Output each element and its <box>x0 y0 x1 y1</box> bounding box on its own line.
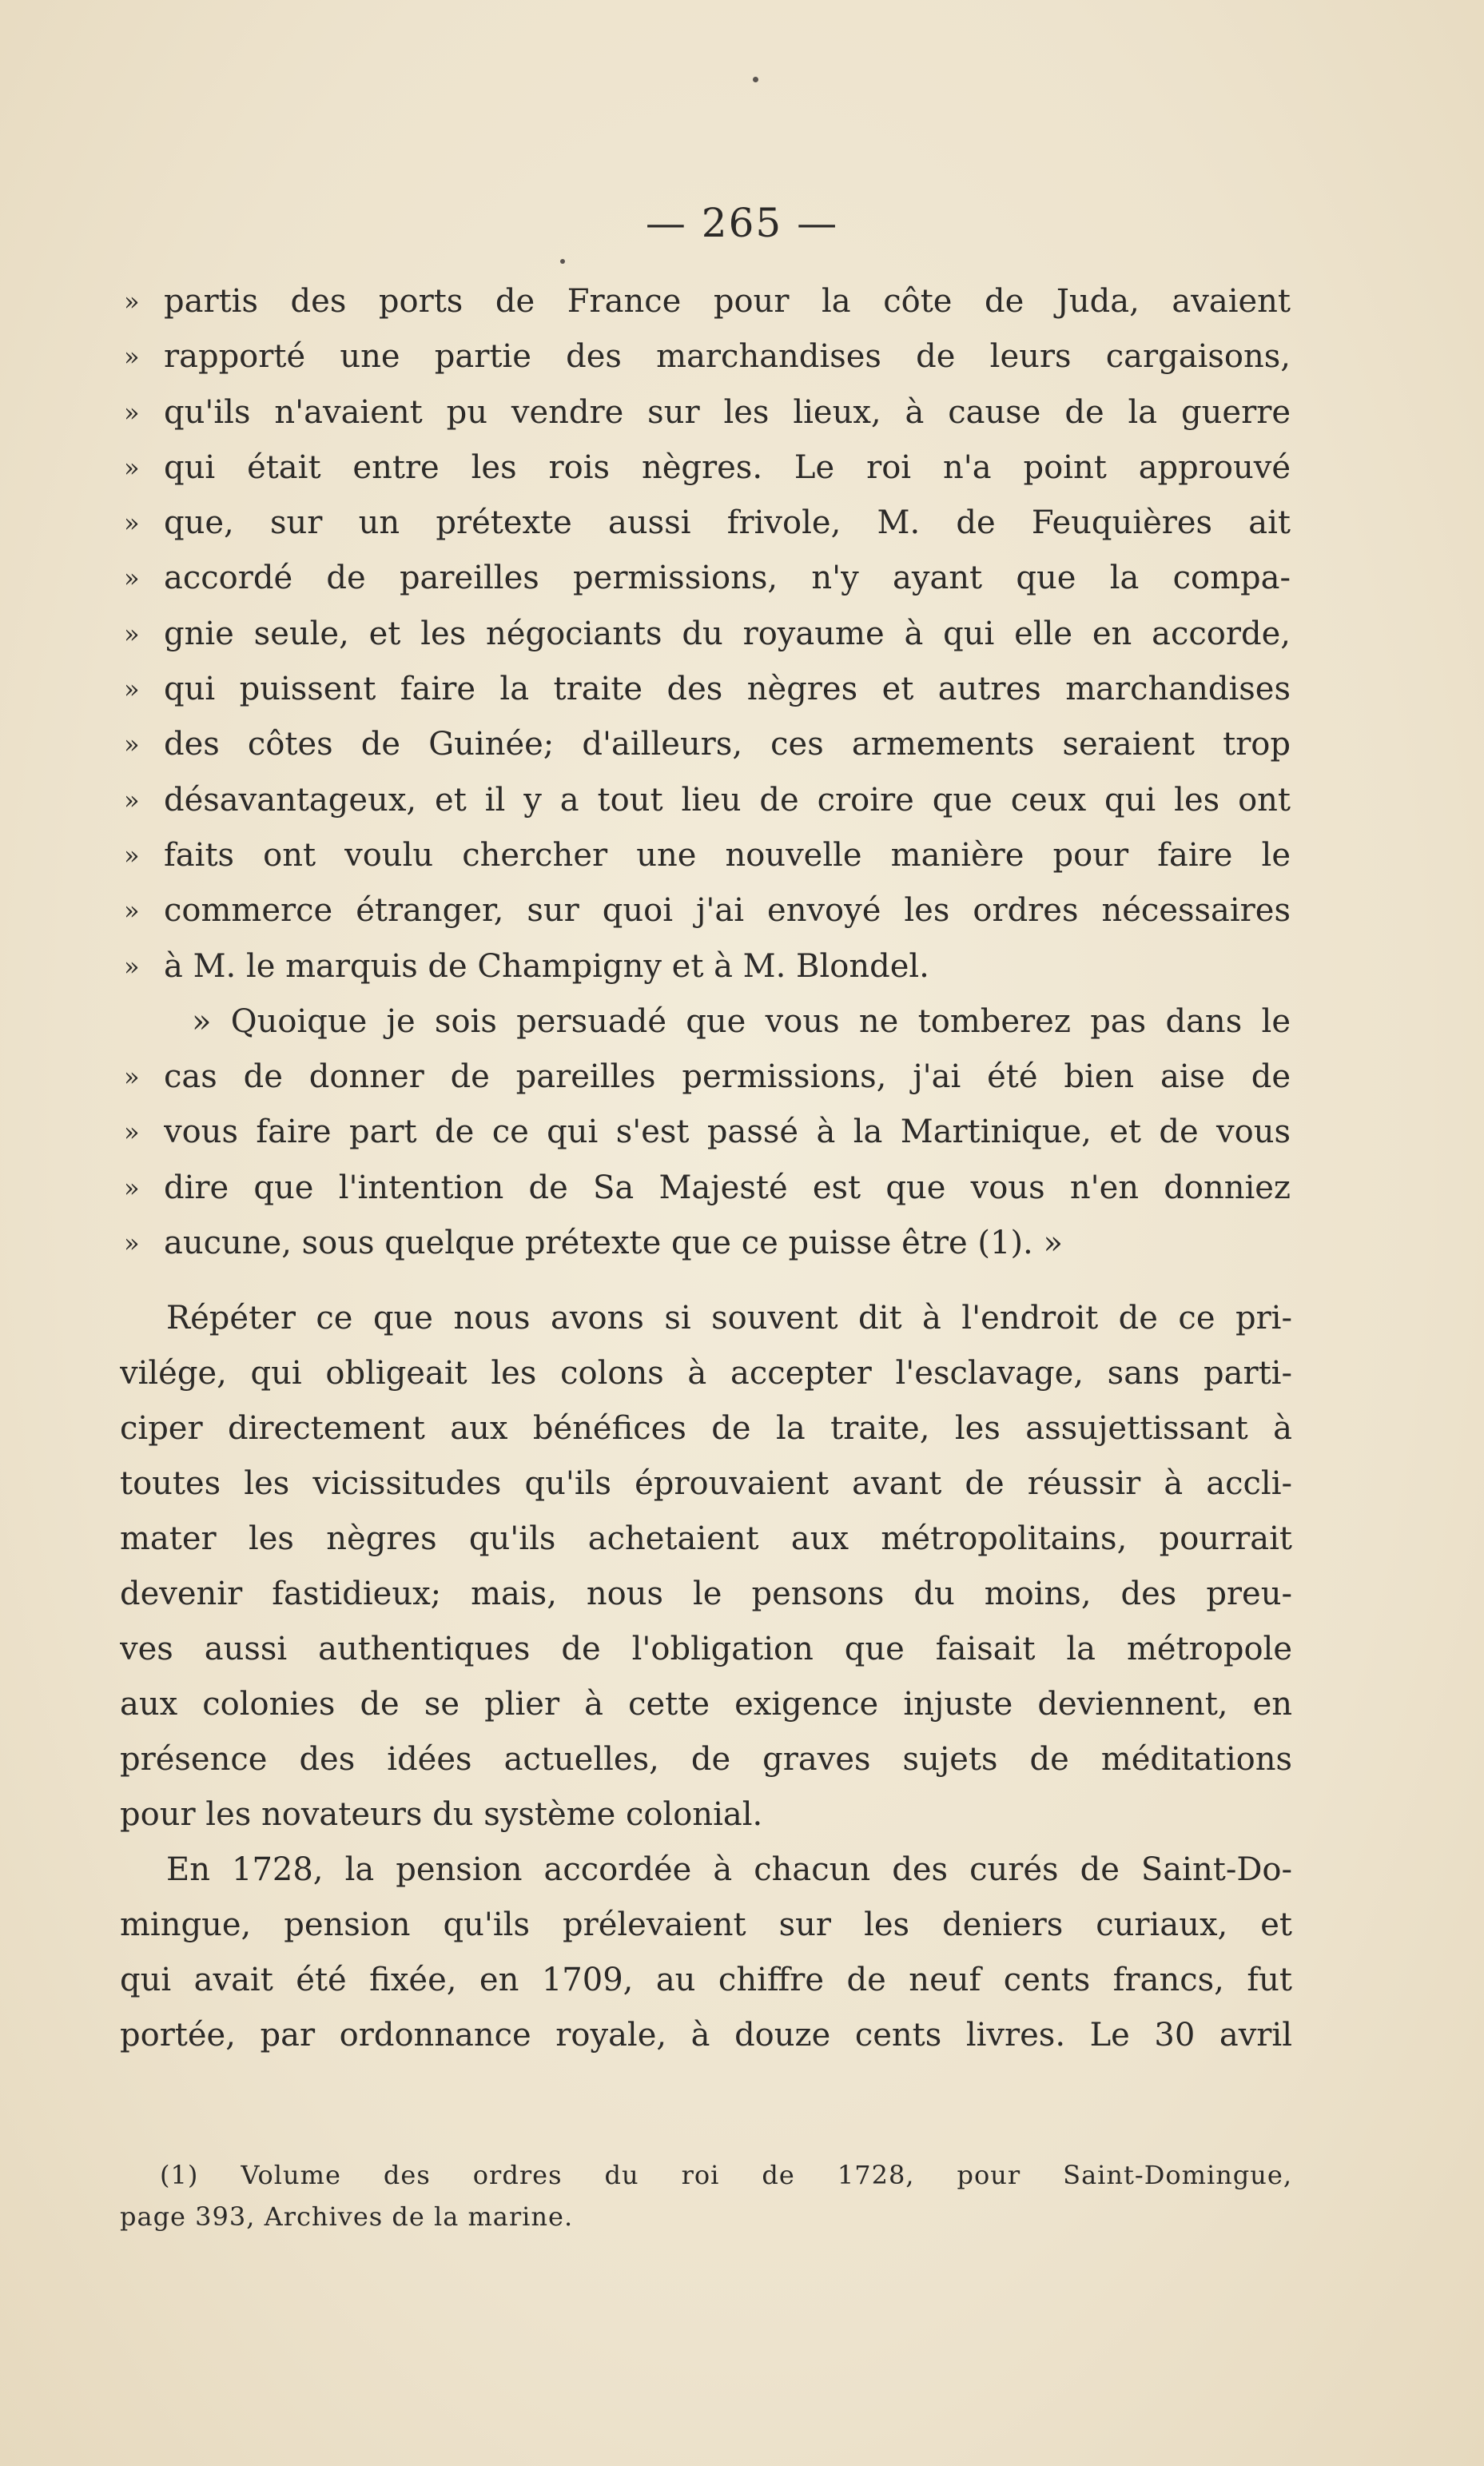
paragraph-line <box>120 1677 1292 1732</box>
quote-line-text: gnie seule, et les négociants du royaume à qui elle en accorde, <box>164 615 1291 652</box>
paragraph-line-text: présence des idées actuelles, de graves sujets de méditations <box>120 1741 1292 1778</box>
paragraph-line <box>120 2008 1292 2063</box>
paragraph-line <box>120 1291 1292 1346</box>
quote-line-text: que, sur un prétexte aussi frivole, M. de Feuquières ait <box>164 504 1291 542</box>
guillemet-mark: » <box>124 674 140 705</box>
paragraph-line <box>120 1953 1292 2008</box>
quoted-letter <box>124 274 1291 1271</box>
body-text <box>120 1291 1292 2063</box>
quote-line <box>124 1216 1291 1271</box>
quote-line-text: faits ont voulu chercher une nouvelle manière pour faire le <box>164 836 1291 874</box>
paragraph-line-text: Répéter ce que nous avons si souvent dit à l'endroit de ce pri- <box>166 1300 1292 1337</box>
paragraph-line <box>120 1898 1292 1953</box>
paragraph-line <box>120 1567 1292 1622</box>
quote-line <box>124 1161 1291 1216</box>
guillemet-mark: » <box>124 452 140 483</box>
ink-speck <box>753 77 758 82</box>
paragraph-line-text: aux colonies de se plier à cette exigence injuste deviennent, en <box>120 1686 1292 1723</box>
footnote-line: (1) Volume des ordres du roi de 1728, pour Saint-Domingue, <box>160 2160 1292 2190</box>
quote-line-text: aucune, sous quelque prétexte que ce puisse être (1). » <box>164 1225 1063 1262</box>
footnote-line: page 393, Archives de la marine. <box>120 2201 574 2232</box>
paragraph-line <box>120 1512 1292 1567</box>
paragraph-line <box>120 1346 1292 1401</box>
guillemet-mark: » <box>124 895 140 926</box>
quote-line-text: à M. le marquis de Champigny et à M. Blondel. <box>164 947 929 985</box>
guillemet-mark: » <box>124 839 140 870</box>
quote-line <box>124 773 1291 828</box>
quote-line <box>124 662 1291 717</box>
quote-line <box>124 551 1291 606</box>
quote-line <box>124 329 1291 384</box>
paragraph-line-text: toutes les vicissitudes qu'ils éprouvaient avant de réussir à accli- <box>120 1465 1292 1502</box>
guillemet-mark: » <box>124 784 140 815</box>
guillemet-mark: » <box>124 1172 140 1203</box>
paragraph-line-text: vilége, qui obligeait les colons à accepter l'esclavage, sans parti- <box>120 1355 1292 1392</box>
quote-line <box>124 274 1291 329</box>
quote-line <box>124 1050 1291 1105</box>
paragraph-line-text: ves aussi authentiques de l'obligation que faisait la métropole <box>120 1631 1292 1667</box>
quote-line-text: qu'ils n'avaient pu vendre sur les lieux, à cause de la guerre <box>164 393 1291 431</box>
guillemet-mark: » <box>124 286 140 317</box>
quote-line <box>124 496 1291 551</box>
quote-line-text: commerce étranger, sur quoi j'ai envoyé les ordres nécessaires <box>164 892 1291 930</box>
quote-line-text: cas de donner de pareilles permissions, j'ai été bien aise de <box>164 1058 1291 1096</box>
paragraph-line <box>120 1456 1292 1512</box>
quote-line-text: désavantageux, et il y a tout lieu de croire que ceux qui les ont <box>164 781 1291 819</box>
paragraph-line-text: ciper directement aux bénéfices de la traite, les assujettissant à <box>120 1410 1292 1447</box>
paragraph-line <box>120 1622 1292 1677</box>
quote-line <box>124 440 1291 496</box>
quote-line <box>124 607 1291 662</box>
quote-line <box>124 939 1291 994</box>
paragraph-line <box>120 1787 1292 1843</box>
page-number: — 265 — <box>645 200 839 246</box>
quote-line <box>124 1105 1291 1160</box>
guillemet-mark: » <box>124 729 140 760</box>
guillemet-mark: » <box>124 950 140 982</box>
paragraph-line-text: pour les novateurs du système colonial. <box>120 1796 763 1833</box>
quote-line-text: qui était entre les rois nègres. Le roi n'a point approuvé <box>164 448 1291 486</box>
paragraph-line-text: mingue, pension qu'ils prélevaient sur les deniers curiaux, et <box>120 1906 1292 1943</box>
guillemet-mark: » <box>124 1117 140 1148</box>
quote-line <box>124 385 1291 440</box>
paragraph-line-text: devenir fastidieux; mais, nous le pensons du moins, des preu- <box>120 1576 1292 1612</box>
quote-line-text: dire que l'intention de Sa Majesté est que vous n'en donniez <box>164 1169 1291 1206</box>
quote-line-text: qui puissent faire la traite des nègres et autres marchandises <box>164 671 1291 708</box>
paragraph-line <box>120 1732 1292 1787</box>
guillemet-mark: » <box>124 618 140 649</box>
quote-line-text: » Quoique je sois persuadé que vous ne tomberez pas dans le <box>192 1002 1291 1040</box>
quote-line-text: partis des ports de France pour la côte de Juda, avaient <box>164 283 1291 320</box>
quote-line-text: accordé de pareilles permissions, n'y ayant que la compa- <box>164 560 1291 597</box>
guillemet-mark: » <box>124 396 140 428</box>
quote-line <box>124 717 1291 772</box>
paragraph-line <box>120 1401 1292 1456</box>
quote-line <box>124 883 1291 938</box>
guillemet-mark: » <box>124 1228 140 1259</box>
quote-line <box>124 828 1291 883</box>
guillemet-mark: » <box>124 508 140 539</box>
quote-line-text: vous faire part de ce qui s'est passé à la Martinique, et de vous <box>164 1113 1291 1151</box>
footnote <box>120 2154 1292 2237</box>
guillemet-mark: » <box>124 1062 140 1093</box>
quote-line-text: rapporté une partie des marchandises de leurs cargaisons, <box>164 338 1291 376</box>
paragraph-line-text: qui avait été fixée, en 1709, au chiffre de neuf cents francs, fut <box>120 1962 1292 1998</box>
paragraph-line-text: En 1728, la pension accordée à chacun des curés de Saint-Do- <box>166 1851 1292 1888</box>
paragraph-line-text: mater les nègres qu'ils achetaient aux métropolitains, pourrait <box>120 1520 1292 1557</box>
quote-line-text: des côtes de Guinée; d'ailleurs, ces armements seraient trop <box>164 726 1291 763</box>
guillemet-mark: » <box>124 341 140 372</box>
guillemet-mark: » <box>124 563 140 594</box>
ink-speck <box>560 259 565 264</box>
quote-line <box>124 994 1291 1050</box>
paragraph-line <box>120 1843 1292 1898</box>
paragraph-line-text: portée, par ordonnance royale, à douze cents livres. Le 30 avril <box>120 2017 1292 2054</box>
